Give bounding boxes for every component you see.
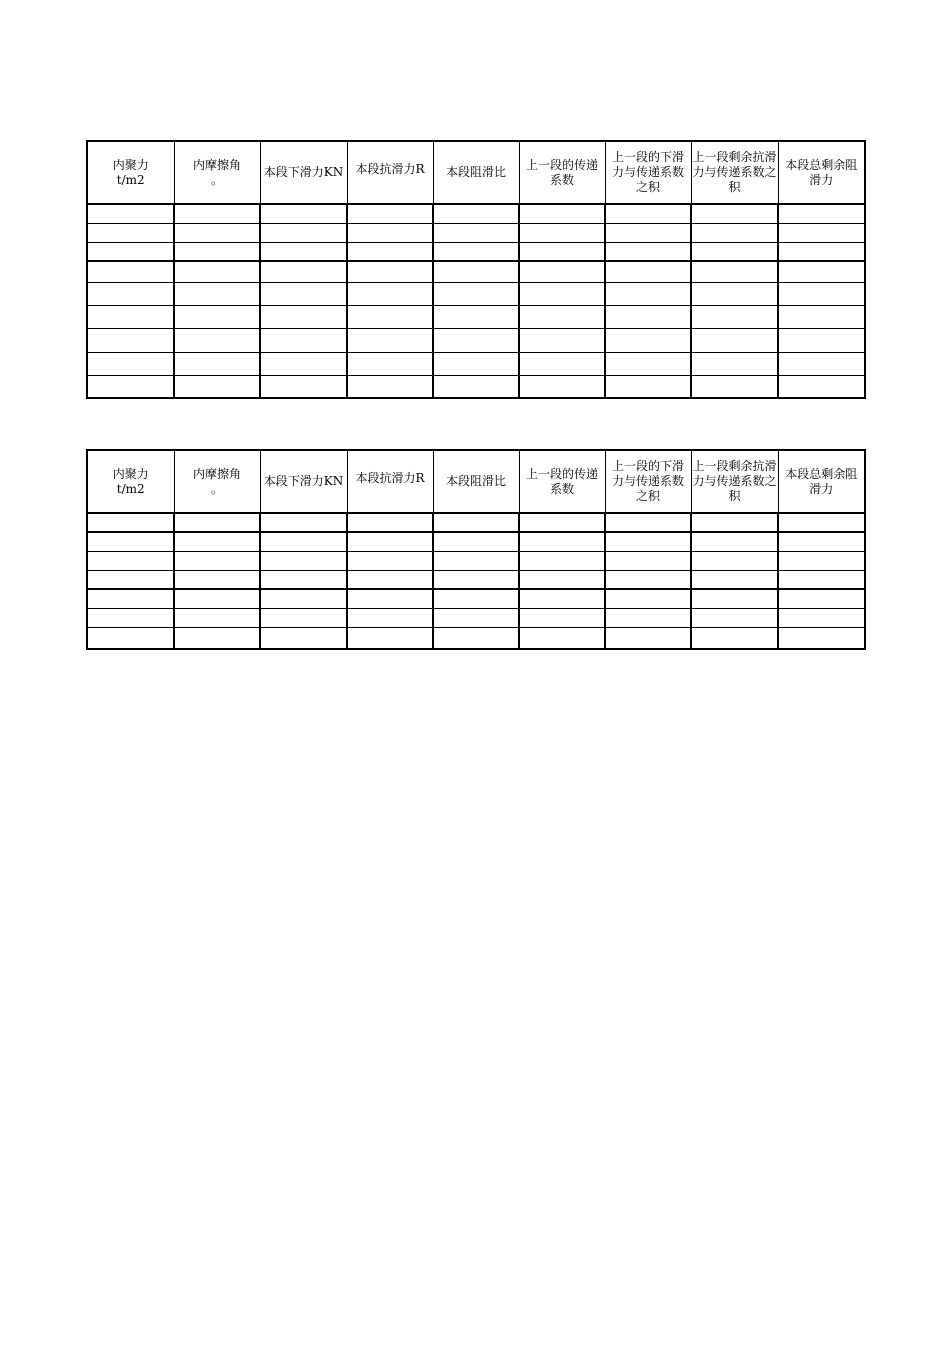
table-cell[interactable]	[260, 352, 347, 375]
table-cell[interactable]	[87, 328, 174, 352]
slope-stability-table-2	[86, 449, 866, 650]
header-prev-remaining-product: 上一段剩余抗滑力与传递系数之积	[691, 141, 778, 204]
table-cell[interactable]	[347, 204, 433, 223]
header-prev-sliding-product: 上一段的下滑力与传递系数之积	[605, 450, 691, 513]
table-cell[interactable]	[691, 282, 778, 305]
table-cell[interactable]	[691, 305, 778, 328]
header-prev-remaining-product: 上一段剩余抗滑力与传递系数之积	[691, 450, 778, 513]
table-cell[interactable]	[87, 589, 174, 608]
table-cell[interactable]	[347, 305, 433, 328]
table-row	[87, 204, 865, 223]
table-row	[87, 532, 865, 551]
table-cell[interactable]	[433, 242, 519, 261]
table-body	[87, 204, 865, 398]
header-cohesion: 内聚力 t/m2	[87, 450, 174, 513]
table-cell[interactable]	[87, 282, 174, 305]
table-cell[interactable]	[691, 513, 778, 532]
table-cell[interactable]	[260, 204, 347, 223]
table-cell[interactable]	[260, 261, 347, 282]
table-cell[interactable]	[347, 261, 433, 282]
table-cell[interactable]	[433, 551, 519, 570]
table-cell[interactable]	[691, 608, 778, 627]
table-cell[interactable]	[87, 513, 174, 532]
table-cell[interactable]	[691, 375, 778, 398]
table-row	[87, 282, 865, 305]
table-cell[interactable]	[778, 570, 865, 589]
table-cell[interactable]	[347, 608, 433, 627]
table-cell[interactable]	[519, 242, 605, 261]
table-cell[interactable]	[778, 608, 865, 627]
table-cell[interactable]	[347, 627, 433, 649]
table-cell[interactable]	[691, 242, 778, 261]
table-cell[interactable]	[174, 608, 260, 627]
header-prev-transfer-coefficient: 上一段的传递系数	[519, 450, 605, 513]
table-cell[interactable]	[691, 570, 778, 589]
table-row	[87, 328, 865, 352]
table-cell[interactable]	[519, 513, 605, 532]
table-cell[interactable]	[174, 261, 260, 282]
table-cell[interactable]	[605, 375, 691, 398]
table-cell[interactable]	[778, 242, 865, 261]
table-cell[interactable]	[87, 551, 174, 570]
table-cell[interactable]	[778, 551, 865, 570]
table-cell[interactable]	[174, 223, 260, 242]
table-cell[interactable]	[605, 608, 691, 627]
table-cell[interactable]	[347, 551, 433, 570]
table-cell[interactable]	[174, 532, 260, 551]
table-cell[interactable]	[433, 627, 519, 649]
table-cell[interactable]	[433, 282, 519, 305]
table-cell[interactable]	[519, 608, 605, 627]
table-cell[interactable]	[174, 513, 260, 532]
table-cell[interactable]	[347, 282, 433, 305]
table-cell[interactable]	[691, 328, 778, 352]
table-cell[interactable]	[174, 242, 260, 261]
table-cell[interactable]	[87, 352, 174, 375]
header-resistance-ratio: 本段阻滑比	[433, 141, 519, 204]
table-cell[interactable]	[87, 223, 174, 242]
table-row	[87, 261, 865, 282]
table-cell[interactable]	[778, 282, 865, 305]
table-row	[87, 352, 865, 375]
table-cell[interactable]	[347, 532, 433, 551]
table-cell[interactable]	[605, 204, 691, 223]
table-cell[interactable]	[605, 352, 691, 375]
header-prev-sliding-product: 上一段的下滑力与传递系数之积	[605, 141, 691, 204]
table-cell[interactable]	[605, 223, 691, 242]
table-cell[interactable]	[605, 627, 691, 649]
table-row	[87, 627, 865, 649]
header-row	[87, 450, 865, 513]
table-cell[interactable]	[605, 589, 691, 608]
table-row	[87, 589, 865, 608]
table-cell[interactable]	[347, 589, 433, 608]
header-friction-angle: 内摩擦角 。	[174, 141, 260, 204]
table-cell[interactable]	[174, 570, 260, 589]
table-cell[interactable]	[778, 532, 865, 551]
table-cell[interactable]	[347, 242, 433, 261]
table-cell[interactable]	[260, 589, 347, 608]
table-row	[87, 551, 865, 570]
table-cell[interactable]	[433, 532, 519, 551]
table-cell[interactable]	[433, 589, 519, 608]
table-cell[interactable]	[433, 352, 519, 375]
table-cell[interactable]	[433, 223, 519, 242]
header-anti-sliding-force: 本段抗滑力R	[347, 141, 433, 204]
slope-stability-table-1	[86, 140, 866, 399]
table-cell[interactable]	[778, 352, 865, 375]
table-cell[interactable]	[260, 242, 347, 261]
table-cell[interactable]	[519, 223, 605, 242]
header-resistance-ratio: 本段阻滑比	[433, 450, 519, 513]
table-cell[interactable]	[519, 261, 605, 282]
table-cell[interactable]	[605, 513, 691, 532]
table-cell[interactable]	[691, 551, 778, 570]
table-row	[87, 570, 865, 589]
table-cell[interactable]	[605, 261, 691, 282]
table-cell[interactable]	[519, 282, 605, 305]
table-cell[interactable]	[87, 627, 174, 649]
table-cell[interactable]	[691, 261, 778, 282]
table-cell[interactable]	[347, 570, 433, 589]
table-row	[87, 375, 865, 398]
table-cell[interactable]	[519, 352, 605, 375]
table-cell[interactable]	[87, 570, 174, 589]
header-anti-sliding-force: 本段抗滑力R	[347, 450, 433, 513]
table-cell[interactable]	[347, 375, 433, 398]
table-cell[interactable]	[433, 204, 519, 223]
table-cell[interactable]	[605, 282, 691, 305]
table-cell[interactable]	[433, 328, 519, 352]
table-cell[interactable]	[347, 352, 433, 375]
table-cell[interactable]	[174, 305, 260, 328]
header-row	[87, 141, 865, 204]
table-cell[interactable]	[519, 375, 605, 398]
table-cell[interactable]	[778, 589, 865, 608]
table-cell[interactable]	[87, 204, 174, 223]
table-cell[interactable]	[605, 570, 691, 589]
header-total-remaining-resistance: 本段总剩余阻滑力	[778, 141, 865, 204]
table-body	[87, 513, 865, 649]
table-cell[interactable]	[778, 305, 865, 328]
table-cell[interactable]	[605, 328, 691, 352]
table-cell[interactable]	[519, 570, 605, 589]
table-cell[interactable]	[260, 551, 347, 570]
table-cell[interactable]	[260, 513, 347, 532]
table-cell[interactable]	[605, 242, 691, 261]
table-row	[87, 513, 865, 532]
table-cell[interactable]	[519, 551, 605, 570]
header-sliding-force: 本段下滑力KN	[260, 450, 347, 513]
table-cell[interactable]	[174, 282, 260, 305]
table-cell[interactable]	[433, 305, 519, 328]
table-cell[interactable]	[347, 223, 433, 242]
table-cell[interactable]	[691, 352, 778, 375]
table-cell[interactable]	[691, 223, 778, 242]
table-cell[interactable]	[260, 608, 347, 627]
table-cell[interactable]	[519, 204, 605, 223]
table-cell[interactable]	[260, 532, 347, 551]
table-cell[interactable]	[433, 375, 519, 398]
table-cell[interactable]	[691, 589, 778, 608]
table-row	[87, 608, 865, 627]
table-cell[interactable]	[433, 261, 519, 282]
table-cell[interactable]	[691, 204, 778, 223]
table-cell[interactable]	[519, 589, 605, 608]
table-cell[interactable]	[605, 551, 691, 570]
table-cell[interactable]	[519, 328, 605, 352]
table-cell[interactable]	[87, 261, 174, 282]
table-cell[interactable]	[87, 242, 174, 261]
table-cell[interactable]	[174, 627, 260, 649]
table-cell[interactable]	[260, 305, 347, 328]
table-cell[interactable]	[87, 532, 174, 551]
table-cell[interactable]	[87, 375, 174, 398]
table-cell[interactable]	[433, 608, 519, 627]
table-cell[interactable]	[174, 551, 260, 570]
table-cell[interactable]	[433, 513, 519, 532]
table-cell[interactable]	[174, 204, 260, 223]
table-cell[interactable]	[433, 570, 519, 589]
table-cell[interactable]	[174, 352, 260, 375]
header-cohesion: 内聚力 t/m2	[87, 141, 174, 204]
table-cell[interactable]	[260, 282, 347, 305]
table-cell[interactable]	[87, 305, 174, 328]
table-cell[interactable]	[605, 305, 691, 328]
table-cell[interactable]	[260, 570, 347, 589]
table-cell[interactable]	[87, 608, 174, 627]
table-cell[interactable]	[605, 532, 691, 551]
header-prev-transfer-coefficient: 上一段的传递系数	[519, 141, 605, 204]
table-cell[interactable]	[347, 328, 433, 352]
table-cell[interactable]	[260, 223, 347, 242]
header-sliding-force: 本段下滑力KN	[260, 141, 347, 204]
table-cell[interactable]	[260, 627, 347, 649]
table-cell[interactable]	[519, 532, 605, 551]
table-cell[interactable]	[778, 513, 865, 532]
table-row	[87, 223, 865, 242]
table-cell[interactable]	[347, 513, 433, 532]
table-cell[interactable]	[519, 305, 605, 328]
table-cell[interactable]	[691, 627, 778, 649]
table-cell[interactable]	[778, 627, 865, 649]
table-cell[interactable]	[691, 532, 778, 551]
table-cell[interactable]	[174, 375, 260, 398]
table-cell[interactable]	[778, 375, 865, 398]
table-cell[interactable]	[778, 204, 865, 223]
table-cell[interactable]	[260, 328, 347, 352]
table-cell[interactable]	[778, 328, 865, 352]
table-cell[interactable]	[778, 223, 865, 242]
table-cell[interactable]	[174, 328, 260, 352]
table-cell[interactable]	[174, 589, 260, 608]
table-row	[87, 305, 865, 328]
header-friction-angle: 内摩擦角 。	[174, 450, 260, 513]
header-total-remaining-resistance: 本段总剩余阻滑力	[778, 450, 865, 513]
table-cell[interactable]	[260, 375, 347, 398]
table-row	[87, 242, 865, 261]
table-cell[interactable]	[519, 627, 605, 649]
table-cell[interactable]	[778, 261, 865, 282]
